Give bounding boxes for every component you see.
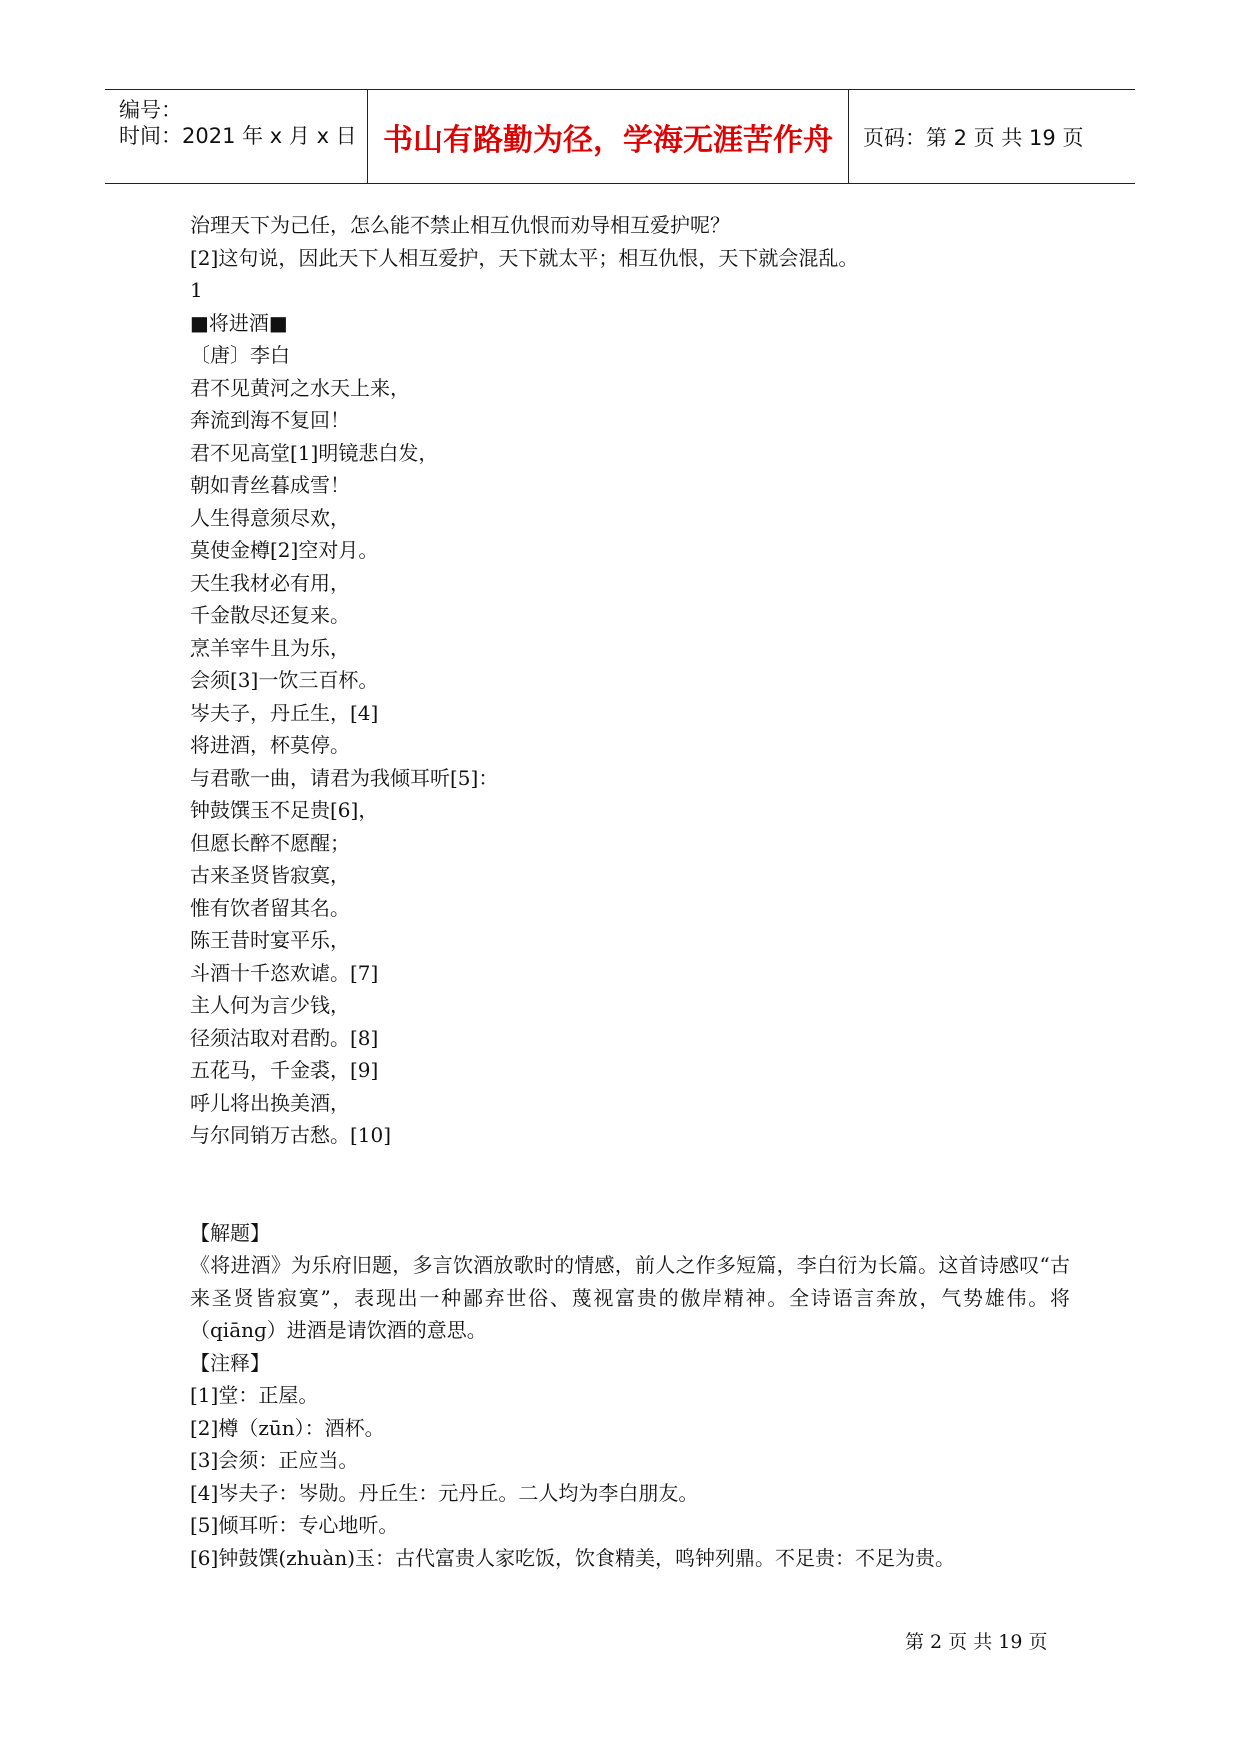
document-body: [190, 209, 1070, 1574]
spacer: [190, 1184, 1070, 1217]
poem-line: 君不见黄河之水天上来，: [190, 375, 410, 400]
spacer: [190, 1152, 1070, 1185]
poem-line: 烹羊宰牛且为乐，: [190, 635, 350, 660]
poem-line: 但愿长醉不愿醒；: [190, 830, 350, 855]
header-motto-cell: [368, 90, 849, 183]
poem-author: 〔唐〕李白: [190, 343, 290, 367]
poem-line: 千金散尽还复来。: [190, 603, 350, 627]
header-meta-cell: [105, 90, 368, 183]
poem-title: ■将进酒■: [190, 310, 288, 335]
text-line: [2]这句说，因此天下人相互爱护，天下就太平；相互仇恨，天下就会混乱。: [190, 245, 859, 270]
poem-line: 呼儿将出换美酒，: [190, 1090, 350, 1115]
poem-line: 与君歌一曲，请君为我倾耳听[5]：: [190, 765, 499, 790]
poem-line: 陈王昔时宴平乐，: [190, 928, 350, 952]
poem-line: 惟有饮者留其名。: [190, 895, 350, 920]
poem-line: 主人何为言少钱，: [190, 993, 350, 1017]
poem-line: 君不见高堂[1]明镜悲白发，: [190, 440, 439, 465]
time-label: 时间：2021 年 x 月 x 日: [119, 124, 357, 148]
poem-line: 人生得意须尽欢，: [190, 505, 350, 530]
note-item: [2]樽（zūn）：酒杯。: [190, 1415, 385, 1440]
poem-line: 天生我材必有用，: [190, 570, 350, 595]
poem-line: 奔流到海不复回！: [190, 408, 350, 432]
note-item: [6]钟鼓馔(zhuàn)玉：古代富贵人家吃饭，饮食精美，鸣钟列鼎。不足贵：不足为贵。: [190, 1545, 956, 1570]
zhushi-heading: 【注释】: [190, 1350, 270, 1375]
jieti-paragraph: 《将进酒》为乐府旧题，多言饮酒放歌时的情感，前人之作多短篇，李白衍为长篇。这首诗感叹“古来圣贤皆寂寞”，表现出一种鄙弃世俗、蔑视富贵的傲岸精神。全诗语言奔放，气势雄伟。将（qiānɡ）进酒是请饮酒的意思。: [190, 1253, 1070, 1342]
note-item: [1]堂：正屋。: [190, 1383, 319, 1407]
poem-line: 朝如青丝暮成雪！: [190, 473, 350, 497]
poem-line: 钟鼓馔玉不足贵[6]，: [190, 798, 379, 822]
text-line: 1: [190, 278, 203, 302]
poem-line: 斗酒十千恣欢谑。[7]: [190, 960, 379, 985]
motto-title: 书山有路勤为径，学海无涯苦作舟: [383, 122, 833, 158]
poem-line: 五花马，千金裘，[9]: [190, 1058, 379, 1082]
note-item: [3]会须：正应当。: [190, 1448, 359, 1472]
number-label: 编号：: [119, 98, 182, 122]
page-header: [105, 89, 1135, 184]
poem-line: 莫使金樽[2]空对月。: [190, 538, 379, 562]
page-footer: 第 2 页 共 19 页: [905, 1631, 1048, 1653]
poem-line: 岑夫子，丹丘生，[4]: [190, 700, 379, 725]
poem-line: 会须[3]一饮三百杯。: [190, 668, 379, 692]
note-item: [5]倾耳听：专心地听。: [190, 1513, 399, 1537]
poem-line: 古来圣贤皆寂寞，: [190, 863, 350, 887]
poem-line: 径须沽取对君酌。[8]: [190, 1025, 379, 1050]
text-line: 治理天下为己任，怎么能不禁止相互仇恨而劝导相互爱护呢？: [190, 213, 730, 237]
jieti-heading: 【解题】: [190, 1220, 270, 1245]
note-item: [4]岑夫子：岑勋。丹丘生：元丹丘。二人均为李白朋友。: [190, 1480, 699, 1505]
header-page-info: 页码：第 2 页 共 19 页: [863, 125, 1084, 150]
poem-line: 与尔同销万古愁。[10]: [190, 1123, 392, 1147]
poem-line: 将进酒，杯莫停。: [190, 733, 350, 757]
